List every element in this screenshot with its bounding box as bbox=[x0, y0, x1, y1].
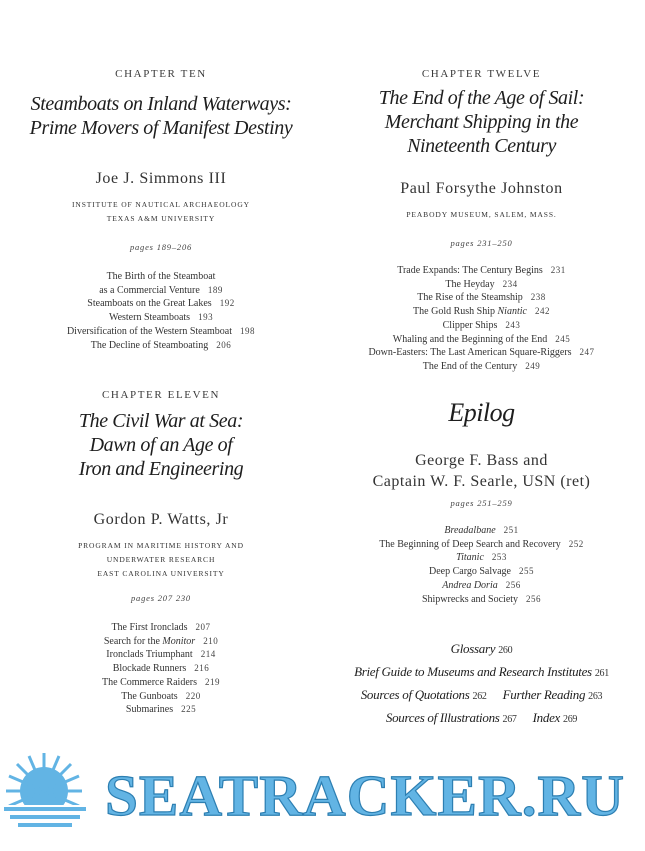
toc-item-page: 245 bbox=[555, 333, 571, 344]
toc-item-text: The Beginning of Deep Search and Recovery bbox=[379, 538, 561, 550]
museums-guide-page: 261 bbox=[594, 668, 609, 679]
toc-item-page: 255 bbox=[519, 566, 534, 577]
toc-item-text: Deep Cargo Salvage bbox=[428, 566, 511, 578]
toc-item-text: The First Ironclads bbox=[111, 622, 188, 633]
affiliation-line: PEABODY MUSEUM, SALEM, MASS. bbox=[406, 210, 557, 219]
toc-item-text: Western Steamboats bbox=[108, 312, 191, 324]
chapter-title-line: Nineteenth Century bbox=[407, 135, 556, 157]
chapter-label: CHAPTER TEN bbox=[115, 68, 207, 80]
affiliation-line: EAST CAROLINA UNIVERSITY bbox=[97, 569, 225, 578]
toc-item bbox=[0, 621, 322, 635]
chapter-title-line: The Civil War at Sea: bbox=[78, 410, 244, 432]
toc-item-page: 238 bbox=[530, 292, 546, 303]
toc-item bbox=[0, 270, 322, 284]
epilog-author-line: George F. Bass and bbox=[415, 452, 548, 469]
toc-item bbox=[318, 565, 645, 579]
toc-item-page: 198 bbox=[240, 325, 256, 336]
epilog-title: Epilog bbox=[448, 398, 515, 427]
toc-item-text: as a Commercial Venture bbox=[99, 284, 200, 296]
illustrations-entry: Sources of Illustrations bbox=[385, 710, 500, 725]
toc-item-page: 256 bbox=[505, 579, 521, 590]
epilog bbox=[318, 398, 645, 606]
museums-guide-entry: Brief Guide to Museums and Research Institutes bbox=[354, 664, 592, 679]
chapter-page-range: pages 207 230 bbox=[131, 593, 191, 603]
chapter-title-line: Iron and Engineering bbox=[78, 458, 244, 480]
toc-item bbox=[0, 662, 322, 676]
toc-item-page: 216 bbox=[194, 663, 210, 674]
toc-item-text: The Decline of Steamboating bbox=[90, 339, 209, 351]
toc-item-text: The Gold Rush Ship bbox=[413, 306, 498, 318]
toc-item-text: Submarines bbox=[125, 704, 174, 716]
toc-item-italic: Niantic bbox=[497, 306, 527, 318]
toc-item-text: The Heyday bbox=[445, 278, 495, 290]
chapter-author: Gordon P. Watts, Jr bbox=[93, 511, 229, 528]
chapter-title-line: Dawn of an Age of bbox=[89, 434, 233, 456]
toc-item bbox=[318, 551, 645, 565]
back-matter bbox=[318, 638, 645, 730]
toc-item-text: The Rise of the Steamship bbox=[417, 292, 523, 304]
toc-item bbox=[318, 319, 645, 333]
toc-item-page: 210 bbox=[203, 635, 219, 646]
toc-item bbox=[318, 593, 645, 607]
toc-item-text: Clipper Ships bbox=[442, 319, 498, 331]
toc-item-text: The Gunboats bbox=[121, 690, 178, 702]
toc-item bbox=[0, 703, 322, 717]
chapter-title-line: Prime Movers of Manifest Destiny bbox=[29, 117, 293, 139]
toc-item-page: 249 bbox=[525, 360, 541, 371]
toc-item bbox=[318, 333, 645, 347]
back-matter-line bbox=[318, 684, 645, 707]
toc-item-text: Shipwrecks and Society bbox=[421, 593, 519, 605]
toc-item-page: 253 bbox=[491, 552, 507, 563]
toc-item-page: 206 bbox=[216, 339, 232, 350]
toc-item-text: Ironclads Triumphant bbox=[106, 649, 193, 661]
affiliation-line: PROGRAM IN MARITIME HISTORY AND bbox=[78, 541, 244, 550]
toc-item bbox=[318, 305, 645, 319]
affiliation-line: UNDERWATER RESEARCH bbox=[106, 555, 216, 564]
toc-item bbox=[318, 579, 645, 593]
chapter-page-range: pages 189–206 bbox=[129, 242, 193, 252]
toc-item bbox=[0, 635, 322, 649]
toc-item-italic: Breadalbane bbox=[444, 525, 496, 536]
chapter-title-line: The End of the Age of Sail: bbox=[378, 87, 585, 109]
chapter-affiliation bbox=[0, 198, 322, 226]
epilog-authors bbox=[318, 450, 645, 492]
further-reading-entry: Further Reading bbox=[502, 687, 586, 702]
chapter-twelve bbox=[318, 68, 645, 374]
toc-item-text: Steamboats on the Great Lakes bbox=[87, 298, 212, 310]
back-matter-line bbox=[318, 707, 645, 730]
toc-item-text: Blockade Runners bbox=[112, 663, 187, 675]
epilog-page-range: pages 251–259 bbox=[450, 498, 513, 508]
watermark-graphic bbox=[0, 745, 645, 847]
chapter-label: CHAPTER TWELVE bbox=[421, 68, 542, 80]
glossary-page: 260 bbox=[498, 645, 513, 656]
index-page: 269 bbox=[563, 714, 578, 725]
toc-item bbox=[0, 284, 322, 298]
toc-item-text: Trade Expands: The Century Begins bbox=[397, 265, 543, 276]
toc-item bbox=[318, 360, 645, 374]
chapter-title-line: Steamboats on Inland Waterways: bbox=[30, 93, 292, 115]
toc-item-page: 192 bbox=[219, 298, 235, 309]
toc-item bbox=[0, 690, 322, 704]
toc-item bbox=[318, 264, 645, 278]
toc-item-page: 247 bbox=[579, 347, 595, 358]
toc-item-page: 256 bbox=[526, 593, 542, 604]
toc-item-page: 251 bbox=[503, 525, 519, 535]
epilog-contents bbox=[318, 524, 645, 606]
back-matter-line bbox=[318, 638, 645, 661]
toc-item-text: Whaling and the Beginning of the End bbox=[392, 333, 548, 345]
back-matter-line bbox=[318, 661, 645, 684]
toc-item bbox=[318, 538, 645, 552]
toc-item-page: 252 bbox=[568, 538, 584, 549]
chapter-author: Joe J. Simmons III bbox=[95, 170, 227, 187]
toc-item-page: 225 bbox=[181, 704, 197, 715]
toc-item-italic: Titanic bbox=[456, 552, 484, 564]
toc-item bbox=[318, 524, 645, 538]
toc-item-page: 231 bbox=[550, 265, 566, 275]
toc-item-text: The Birth of the Steamboat bbox=[106, 271, 216, 282]
toc-item bbox=[318, 346, 645, 360]
toc-item bbox=[0, 311, 322, 325]
toc-item bbox=[0, 648, 322, 662]
toc-item-text: The Commerce Raiders bbox=[102, 676, 197, 688]
chapter-affiliation bbox=[318, 208, 645, 222]
toc-item-text: The End of the Century bbox=[422, 360, 518, 372]
toc-item-italic: Monitor bbox=[162, 635, 196, 647]
toc-item-page: 243 bbox=[505, 319, 521, 330]
toc-item-text: Down-Easters: The Last American Square-Riggers bbox=[368, 347, 572, 359]
illustrations-page: 267 bbox=[502, 714, 517, 725]
toc-item-page: 189 bbox=[207, 284, 223, 295]
toc-item-page: 242 bbox=[534, 306, 550, 317]
toc-item-page: 193 bbox=[198, 312, 214, 323]
glossary-entry: Glossary bbox=[450, 641, 496, 656]
index-entry: Index bbox=[532, 710, 561, 725]
toc-item bbox=[0, 325, 322, 339]
chapter-ten bbox=[0, 68, 322, 352]
chapter-eleven bbox=[0, 389, 322, 717]
further-reading-page: 263 bbox=[588, 691, 603, 702]
toc-item-text: Search for the bbox=[103, 635, 163, 647]
toc-item-page: 220 bbox=[185, 690, 201, 701]
toc-item bbox=[318, 278, 645, 292]
chapter-label: CHAPTER ELEVEN bbox=[101, 389, 221, 401]
toc-item-page: 207 bbox=[195, 622, 211, 632]
toc-item bbox=[318, 291, 645, 305]
chapter-title bbox=[318, 86, 645, 158]
chapter-contents bbox=[0, 621, 322, 717]
watermark-text: SEATRACKER.RU bbox=[105, 763, 625, 828]
epilog-author-line: Captain W. F. Searle, USN (ret) bbox=[372, 473, 591, 490]
toc-item bbox=[0, 339, 322, 353]
affiliation-line: TEXAS A&M UNIVERSITY bbox=[106, 214, 216, 223]
sun-icon bbox=[0, 753, 90, 847]
chapter-title bbox=[0, 409, 322, 481]
quotations-entry: Sources of Quotations bbox=[360, 687, 470, 702]
toc-item bbox=[0, 297, 322, 311]
watermark bbox=[0, 745, 645, 847]
quotations-page: 262 bbox=[472, 691, 487, 702]
chapter-contents bbox=[0, 270, 322, 352]
toc-item-page: 219 bbox=[204, 676, 220, 687]
toc-item-page: 214 bbox=[200, 649, 216, 660]
chapter-title-line: Merchant Shipping in the bbox=[384, 111, 579, 133]
chapter-affiliation bbox=[0, 539, 322, 581]
toc-item-italic: Andrea Doria bbox=[442, 579, 498, 591]
chapter-page-range: pages 231–250 bbox=[450, 238, 513, 248]
toc-item bbox=[0, 676, 322, 690]
chapter-contents bbox=[318, 264, 645, 374]
chapter-title bbox=[0, 92, 322, 140]
toc-item-text: Diversification of the Western Steamboat bbox=[66, 325, 233, 337]
toc-item-page: 234 bbox=[502, 278, 518, 289]
affiliation-line: INSTITUTE OF NAUTICAL ARCHAEOLOGY bbox=[72, 200, 250, 209]
chapter-author: Paul Forsythe Johnston bbox=[400, 180, 563, 197]
